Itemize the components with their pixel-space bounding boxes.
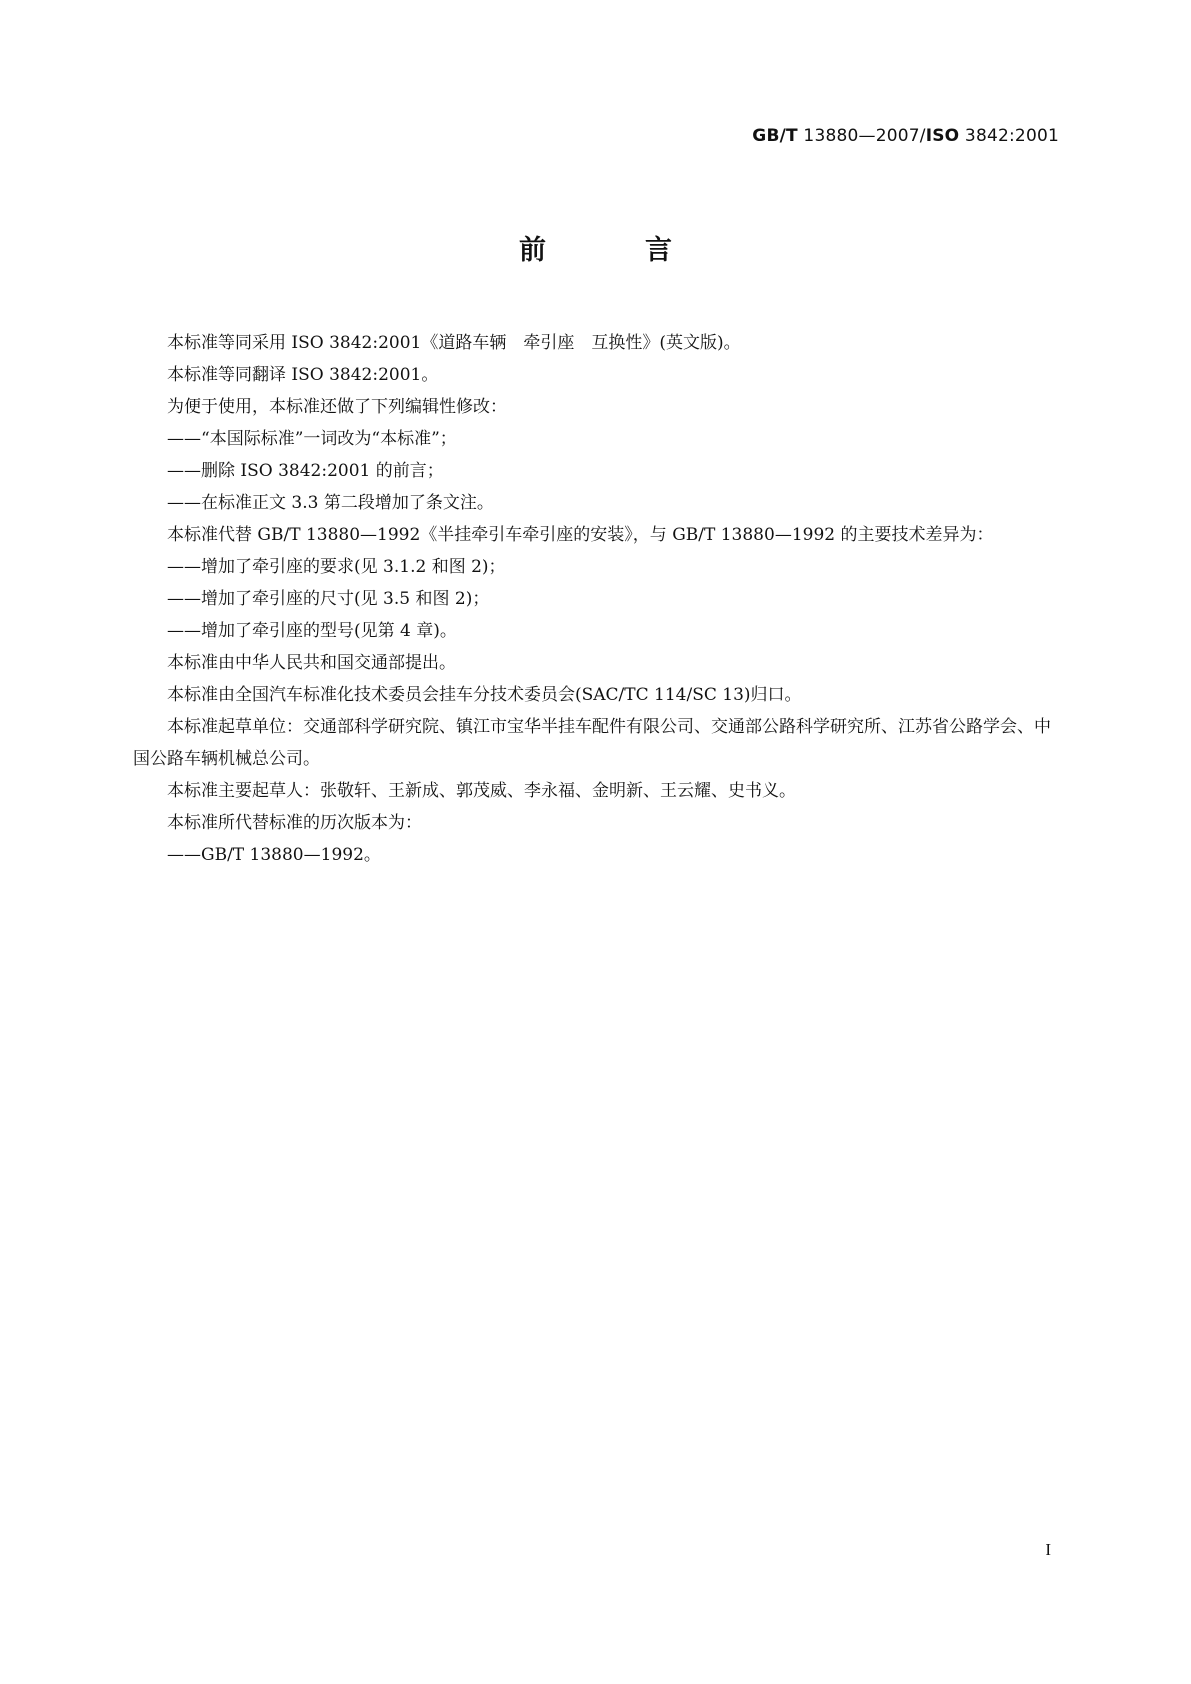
page-number: I: [1045, 1540, 1051, 1559]
page-title: 前 言: [519, 235, 708, 266]
std-code: GB/T: [752, 126, 798, 146]
paragraph: 本标准所代替标准的历次版本为：: [167, 813, 422, 833]
paragraph: 为便于使用，本标准还做了下列编辑性修改：: [167, 397, 507, 417]
iso-code: ISO: [925, 126, 960, 146]
paragraph: 本标准由中华人民共和国交通部提出。: [167, 653, 456, 673]
list-item: ——增加了牵引座的型号(见第 4 章)。: [167, 621, 457, 641]
paragraph: 本标准等同翻译 ISO 3842:2001。: [167, 365, 439, 385]
iso-number: 3842:2001: [959, 126, 1059, 146]
list-item: ——GB/T 13880—1992。: [167, 845, 381, 865]
list-item: ——删除 ISO 3842:2001 的前言；: [167, 461, 444, 481]
paragraph: 本标准等同采用 ISO 3842:2001《道路车辆 牵引座 互换性》(英文版)。: [167, 333, 741, 353]
list-item: ——“本国际标准”一词改为“本标准”；: [167, 429, 457, 449]
document-header: [752, 126, 1059, 146]
foreword-body: [133, 327, 1059, 871]
list-item: ——增加了牵引座的尺寸(见 3.5 和图 2)；: [167, 589, 490, 609]
std-number: 13880—2007/: [797, 126, 926, 146]
list-item: ——在标准正文 3.3 第二段增加了条文注。: [167, 493, 494, 513]
paragraph: 本标准起草单位：交通部科学研究院、镇江市宝华半挂车配件有限公司、交通部公路科学研究所、江苏省公路学会、中国公路车辆机械总公司。: [133, 717, 1051, 769]
paragraph: 本标准由全国汽车标准化技术委员会挂车分技术委员会(SAC/TC 114/SC 13)归口。: [167, 685, 802, 705]
list-item: ——增加了牵引座的要求(见 3.1.2 和图 2)；: [167, 557, 506, 577]
paragraph: 本标准主要起草人：张敬轩、王新成、郭茂威、李永福、金明新、王云耀、史书义。: [167, 781, 796, 801]
paragraph: 本标准代替 GB/T 13880—1992《半挂牵引车牵引座的安装》，与 GB/T 13880—1992 的主要技术差异为：: [167, 525, 994, 545]
